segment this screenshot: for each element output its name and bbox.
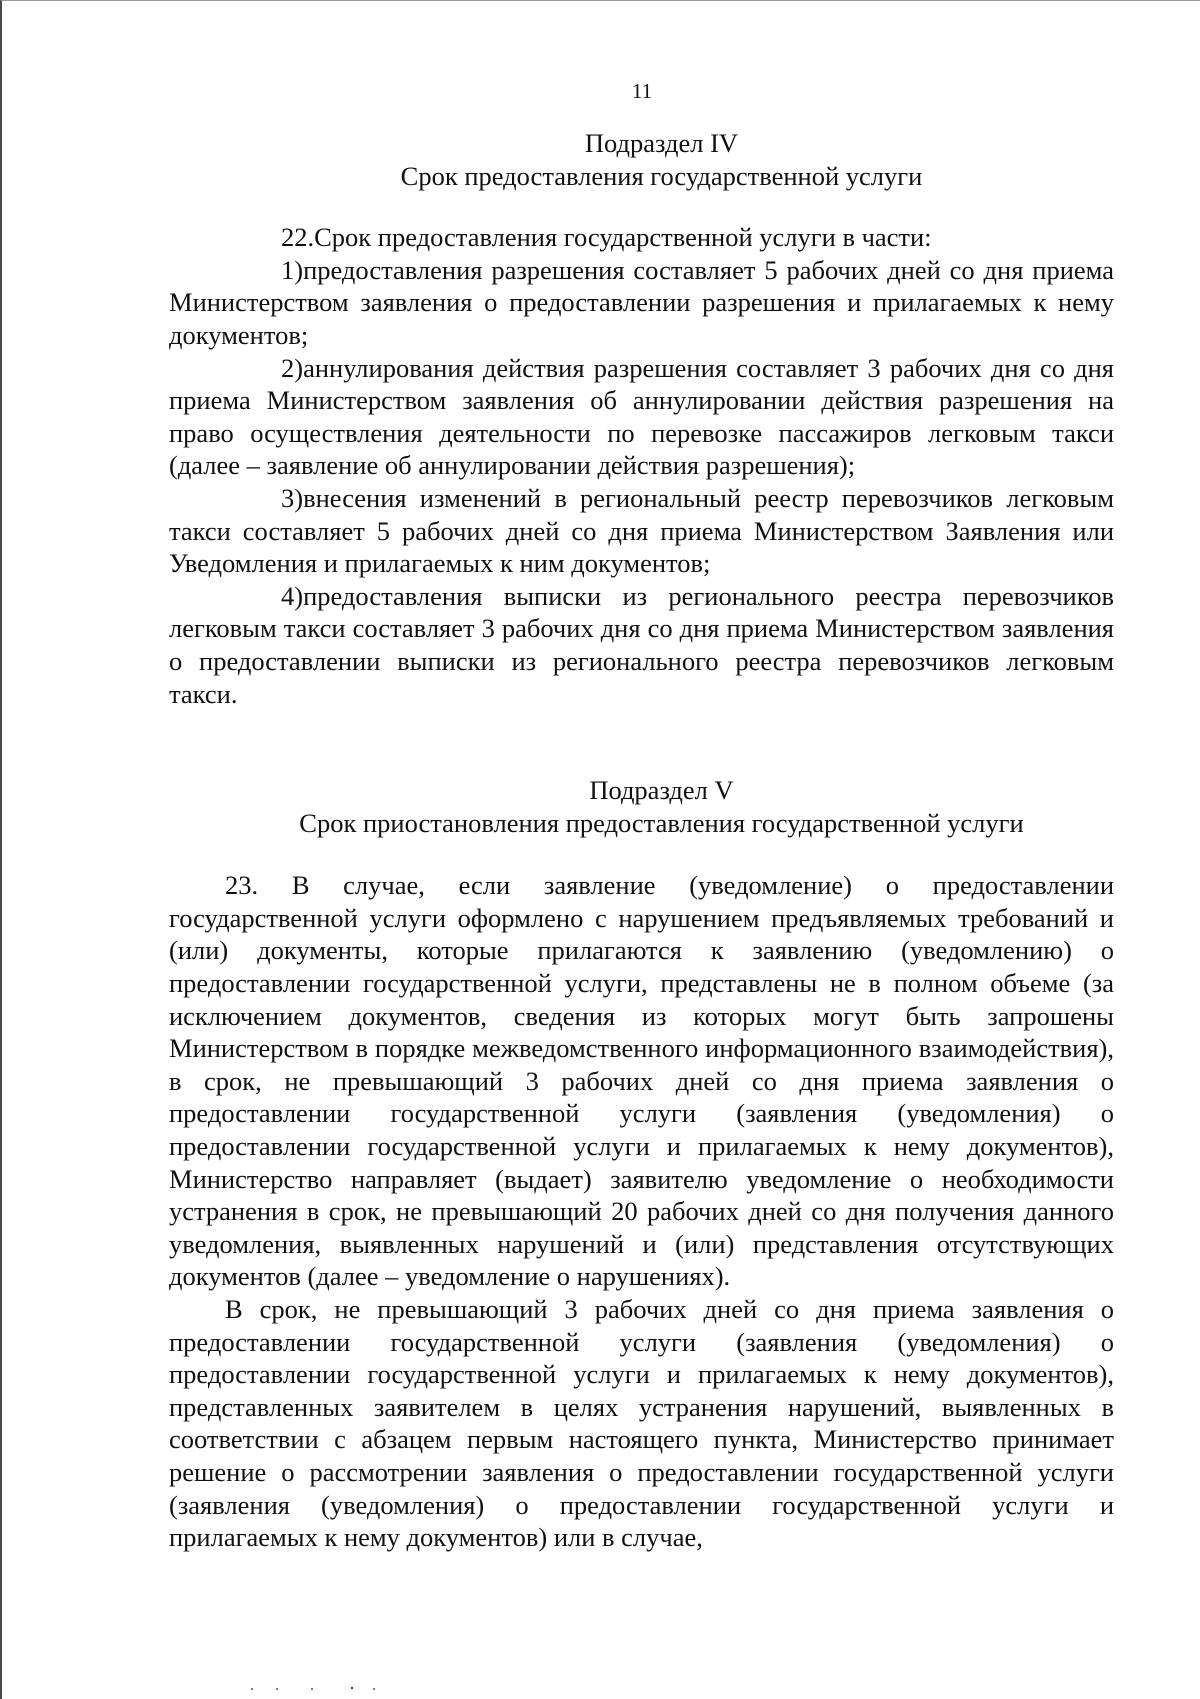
clause-22-item-2 <box>169 352 1114 482</box>
item-text: внесения изменений в региональный реестр перевозчиков легковым такси составляет 5 рабочих дней со дня приема Министерством Заявления или Уведомления и прилагаемых к ним документов; <box>169 482 1114 579</box>
section-iv-heading: Подраздел IV <box>584 128 739 158</box>
clause-22-item-3 <box>169 482 1114 580</box>
section-v-heading: Подраздел V <box>589 775 734 806</box>
section-v-heading-block <box>209 774 1114 839</box>
spacer <box>169 839 1114 869</box>
clause-23-paragraph-1: 23. В случае, если заявление (уведомление) о предоставлении государственной услуги оформлено с нарушением предъявляемых требований и (или) документы, которые прилагаются к заявлению (уведомлению) о предоставлении государственной услуги, представлены не в полном объеме (за исключением документов, сведения из которых могут быть запрошены Министерством в порядке межведомственного информационного взаимодействия), в срок, не превышающий 3 рабочих дней со дня приема заявления о предоставлении государственной услуги (заявления (уведомления) о предоставлении государственной услуги и прилагаемых к нему документов), Министерство направляет (выдает) заявителю уведомление о необходимости устранения в срок, не превышающий 20 рабочих дней со дня получения данного уведомления, выявленных нарушений и (или) представления отсутствующих документов (далее – уведомление о нарушениях). <box>169 870 1114 1292</box>
clause-22-intro <box>169 221 1114 254</box>
clause-22-text: Срок предоставления государственной услуги в части: <box>314 222 932 253</box>
item-text: предоставления разрешения составляет 5 рабочих дней со дня приема Министерством заявления о предоставлении разрешения и прилагаемых к нему документов; <box>169 254 1114 350</box>
item-number: 2) <box>281 352 304 383</box>
scan-artifact-dots <box>2 1685 1200 1693</box>
clause-22-item-4 <box>169 580 1114 710</box>
section-v-title: Срок приостановления предоставления государственной услуги <box>299 807 1024 838</box>
item-number: 3) <box>281 482 304 513</box>
clause-22-item-1 <box>169 254 1114 352</box>
page-number: 11 <box>631 79 653 103</box>
spacer <box>169 192 1114 221</box>
item-number: 1) <box>281 254 304 285</box>
spacer <box>169 710 1114 774</box>
item-text: предоставления выписки из регионального реестра перевозчиков легковым такси составляет 3 рабочих дня со дня приема Министерством заявления о предоставлении выписки из регионального реестра перевозчиков легковым такси. <box>169 580 1114 709</box>
clause-23-paragraph-2: В срок, не превышающий 3 рабочих дней со дня приема заявления о предоставлении государственной услуги (заявления (уведомления) о предоставлении государственной услуги и прилагаемых к нему документов), представленных заявителем в целях устранения нарушений, выявленных в соответствии с абзацем первым настоящего пункта, Министерство принимает решение о рассмотрении заявления о предоставлении государственной услуги (заявления (уведомления) о предоставлении государственной услуги и прилагаемых к нему документов) или в случае, <box>169 1294 1114 1553</box>
clause-22-number: 22. <box>281 222 315 253</box>
section-iv-title: Срок предоставления государственной услуги <box>400 160 923 191</box>
item-number: 4) <box>281 580 304 611</box>
section-iv-heading-block <box>209 127 1114 192</box>
item-text: аннулирования действия разрешения составляет 3 рабочих дня со дня приема Министерством заявления об аннулировании действия разрешения на право осуществления деятельности по перевозке пассажиров легковым такси (далее – заявление об аннулировании действия разрешения); <box>169 352 1114 481</box>
document-body <box>169 127 1114 1554</box>
